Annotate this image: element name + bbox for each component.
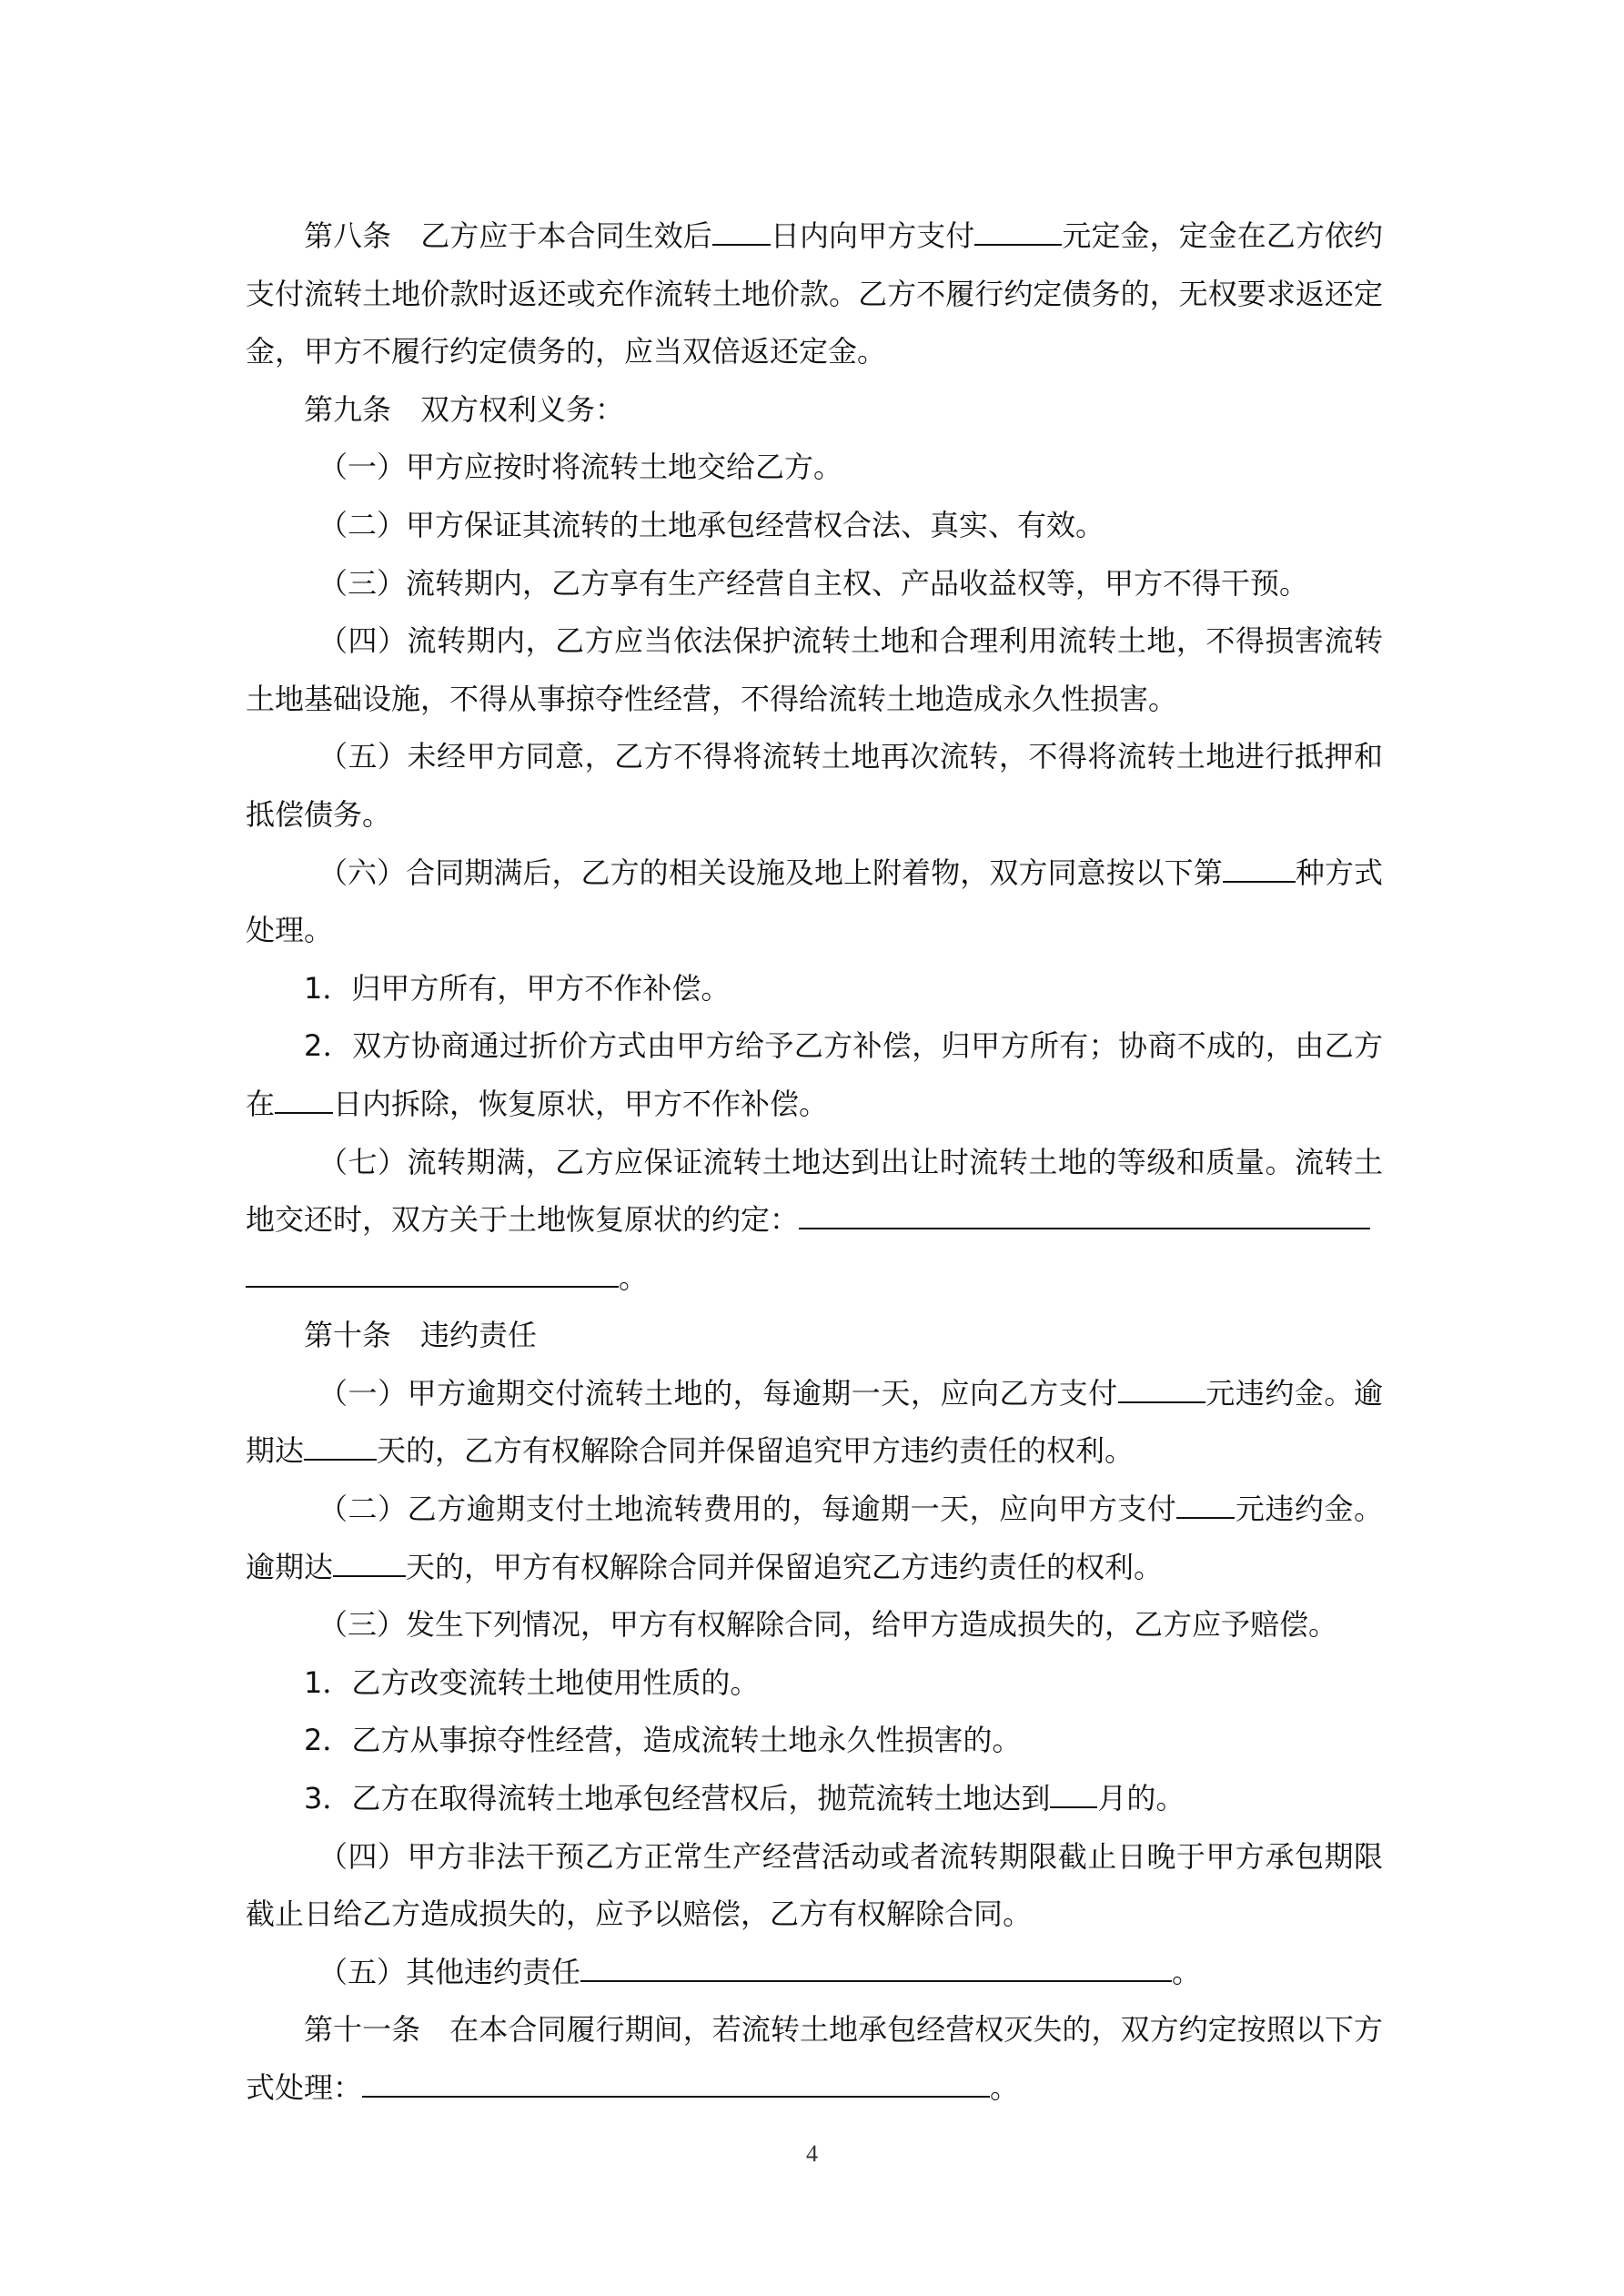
article-9-item-2: （二）甲方保证其流转的土地承包经营权合法、真实、有效。 — [318, 507, 1105, 542]
article-8 — [246, 207, 1383, 381]
blank-other-liability — [580, 1953, 1172, 1982]
article-10-item-4: （四）甲方非法干预乙方正常生产经营活动或者流转期限截止日晚于甲方承包期限截止日给乙方造成损失的，应予以赔偿，乙方有权解除合同。 — [246, 1838, 1383, 1932]
article-8-text-a: 第八条 乙方应于本合同生效后 — [304, 218, 712, 253]
article-10-item-2-text-a: （二）乙方逾期支付土地流转费用的，每逾期一天，应向甲方支付 — [318, 1492, 1177, 1527]
page-number: 4 — [806, 2140, 818, 2167]
article-9-item-1: （一）甲方应按时将流转土地交给乙方。 — [318, 450, 843, 485]
blank-restoration-agreement-cont — [246, 1259, 619, 1288]
article-9-item-3: （三）流转期内，乙方享有生产经营自主权、产品收益权等，甲方不得干预。 — [318, 565, 1309, 601]
article-9-item-6 — [246, 845, 1383, 960]
blank-restoration-agreement — [799, 1200, 1370, 1229]
blank-penalty-b — [1176, 1490, 1235, 1519]
article-9-item-5: （五）未经甲方同意，乙方不得将流转土地再次流转，不得将流转土地进行抵押和抵偿债务。 — [246, 739, 1383, 832]
article-10-sub-3-text-b: 月的。 — [1097, 1781, 1185, 1816]
blank-deposit — [974, 217, 1062, 246]
article-9-sub-2-text-b: 日内拆除，恢复原状，甲方不作补偿。 — [333, 1086, 829, 1121]
article-9-item-7 — [246, 1134, 1383, 1308]
article-10-item-5-end: 。 — [1172, 1954, 1202, 1989]
article-11 — [246, 2001, 1383, 2117]
article-9-item-7-end: 。 — [619, 1259, 649, 1295]
article-9-item-7-text: （七）流转期满，乙方应保证流转土地达到出让时流转土地的等级和质量。流转土地交还时，双方关于土地恢复原状的约定： — [246, 1144, 1383, 1238]
blank-days — [712, 217, 771, 246]
blank-penalty-a — [1118, 1374, 1205, 1403]
article-10-item-5-text: （五）其他违约责任 — [318, 1954, 581, 1989]
article-8-text-b: 日内向甲方支付 — [770, 218, 975, 253]
article-10-item-1 — [246, 1365, 1383, 1481]
article-11-end: 。 — [990, 2070, 1020, 2105]
article-10-item-5 — [246, 1944, 1383, 2002]
article-10-sub-2: 2．乙方从事掠夺性经营，造成流转土地永久性损害的。 — [304, 1723, 1022, 1758]
article-9-item-4: （四）流转期内，乙方应当依法保护流转土地和合理利用流转土地，不得损害流转土地基础设施，不得从事掠夺性经营，不得给流转土地造成永久性损害。 — [246, 623, 1383, 716]
article-9-item-6-text-a: （六）合同期满后，乙方的相关设施及地上附着物，双方同意按以下第 — [318, 855, 1223, 890]
article-11-text: 第十一条 在本合同履行期间，若流转土地承包经营权灭失的，双方约定按照以下方式处理： — [246, 2012, 1383, 2105]
article-10-sub-3-text-a: 3．乙方在取得流转土地承包经营权后，抛荒流转土地达到 — [304, 1781, 1051, 1816]
article-10-sub-1: 1．乙方改变流转土地使用性质的。 — [304, 1664, 760, 1700]
contract-body — [246, 207, 1383, 2118]
blank-method — [1223, 854, 1296, 883]
blank-handling-method — [362, 2068, 990, 2098]
article-10-sub-3 — [246, 1770, 1383, 1828]
article-9-sub-2-text-a: 2．双方协商通过折价方式由甲方给予乙方补偿，归甲方所有；协商不成的，由乙方在 — [246, 1028, 1383, 1121]
article-10-item-1-text-b: 元违约金。逾期达 — [246, 1375, 1383, 1469]
article-10-item-1-text-a: （一）甲方逾期交付流转土地的，每逾期一天，应向乙方支付 — [318, 1375, 1118, 1411]
article-10-item-1-text-c: 天的，乙方有权解除合同并保留追究甲方违约责任的权利。 — [377, 1433, 1135, 1469]
blank-months — [1050, 1779, 1097, 1808]
article-10-item-2-text-b: 元违约金。逾期达 — [246, 1492, 1383, 1584]
article-8-text-c: 元定金，定金在乙方依约支付流转土地价款时返还或充作流转土地价款。乙方不履行约定债务的，无权要求返还定金，甲方不履行约定债务的，应当双倍返还定金。 — [246, 218, 1383, 369]
article-10-item-2 — [246, 1481, 1383, 1596]
article-9-item-6-text-b: 种方式处理。 — [246, 855, 1383, 948]
blank-removal-days — [275, 1085, 333, 1114]
article-10-item-2-text-c: 天的，甲方有权解除合同并保留追究乙方违约责任的权利。 — [406, 1549, 1164, 1584]
article-10-item-3: （三）发生下列情况，甲方有权解除合同，给甲方造成损失的，乙方应予赔偿。 — [318, 1607, 1338, 1643]
article-9-sub-2 — [246, 1017, 1383, 1133]
article-9-title: 第九条 双方权利义务： — [304, 391, 625, 427]
blank-overdue-days-a — [304, 1431, 377, 1461]
article-10-title: 第十条 违约责任 — [304, 1318, 538, 1353]
article-9-sub-1: 1．归甲方所有，甲方不作补偿。 — [304, 970, 731, 1006]
blank-overdue-days-b — [333, 1548, 406, 1577]
